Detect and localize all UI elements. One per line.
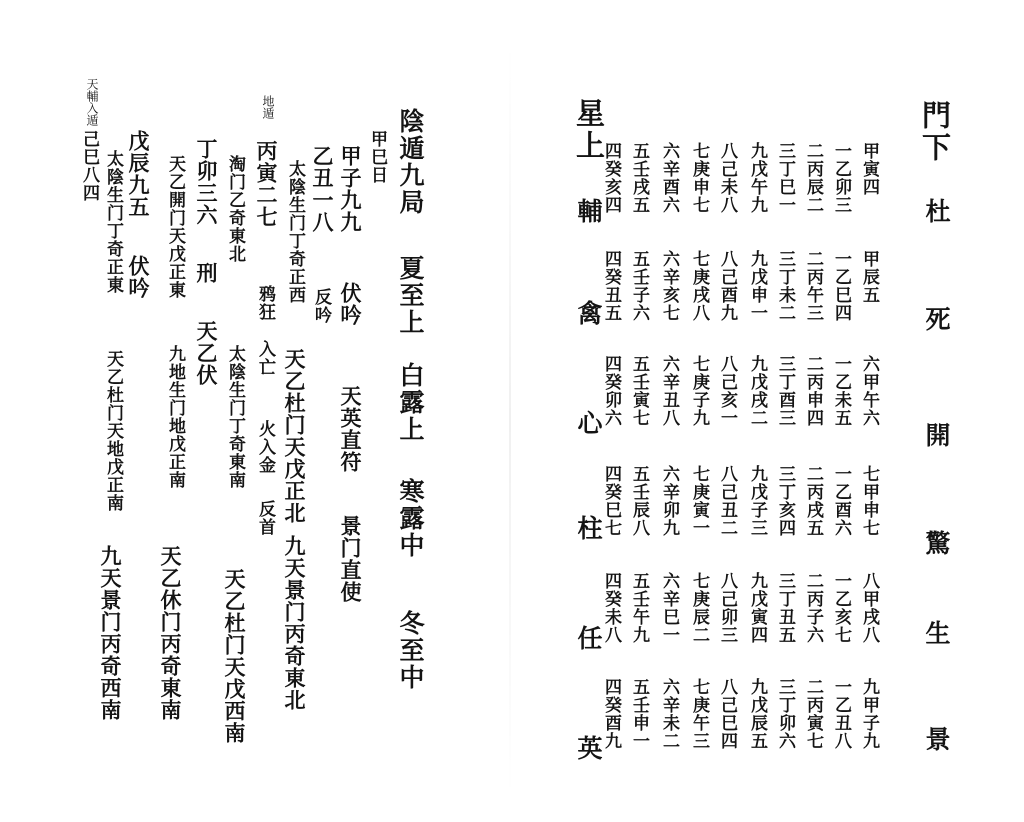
ganzhi-entry: 九甲子九 <box>859 678 879 750</box>
star-xin: 心 <box>574 410 603 437</box>
ganzhi-entry: 五壬辰八 <box>629 465 649 537</box>
ganzhi-entry: 四癸未八 <box>601 572 621 644</box>
star-ren: 任 <box>574 625 603 652</box>
ganzhi-entry: 一乙卯三 <box>831 142 851 214</box>
ganzhi-entry: 四癸丑五 <box>601 250 621 322</box>
ganzhi-entry: 九戊申一 <box>747 250 767 322</box>
ganzhi-entry: 二丙申四 <box>803 355 823 427</box>
huo-ru-jin-mark: 火入金 <box>255 420 275 474</box>
ganzhi-entry: 五壬午九 <box>629 572 649 644</box>
ganzhi-entry: 六辛卯九 <box>659 465 679 537</box>
tian-yi-fu-mark: 天乙伏 <box>194 320 219 386</box>
fan-shou-mark: 反首 <box>255 500 275 536</box>
tian-fu-dun-note: 天輔入遁 <box>85 78 99 126</box>
ganzhi-entry: 二丙戌五 <box>803 465 823 537</box>
ganzhi-entry: 八己巳四 <box>717 678 737 750</box>
ganzhi-entry: 一乙酉六 <box>831 465 851 537</box>
zhi-shi-door: 景门直使 <box>338 515 363 603</box>
dingmao-entry: 丁卯三六 <box>194 138 219 226</box>
ganzhi-entry: 八己未八 <box>717 142 737 214</box>
ganzhi-entry: 七庚辰二 <box>689 572 709 644</box>
solar-term-3: 寒露中 <box>396 478 425 559</box>
ganzhi-entry: 六辛巳一 <box>659 572 679 644</box>
ganzhi-entry: 七庚申七 <box>689 142 709 214</box>
door-jing: 驚 <box>922 530 951 557</box>
ganzhi-entry: 三丁卯六 <box>775 678 795 750</box>
ganzhi-entry: 九戊子三 <box>747 465 767 537</box>
fu-yin-mark: 伏吟 <box>126 255 151 299</box>
pattern-entry: 太陰生门丁奇東南 <box>225 345 245 489</box>
door-sheng: 生 <box>922 620 951 647</box>
door-jing-view: 景 <box>922 726 951 753</box>
ganzhi-entry: 甲寅四 <box>859 142 879 196</box>
ganzhi-entry: 一乙未五 <box>831 355 851 427</box>
ganzhi-entry: 九戊午九 <box>747 142 767 214</box>
solar-term-1: 夏至上 <box>396 255 425 336</box>
ganzhi-entry: 六辛酉六 <box>659 142 679 214</box>
fan-yin-mark: 反吟 <box>311 288 331 324</box>
pattern-entry: 天乙杜门天地戊正南 <box>103 350 123 512</box>
star-zhu: 柱 <box>574 515 603 542</box>
ganzhi-entry: 五壬申一 <box>629 678 649 750</box>
pattern-entry: 天乙杜门天戊西南 <box>222 568 247 744</box>
star-qin: 禽 <box>574 300 603 327</box>
star-ying: 英 <box>574 735 603 762</box>
xing-mark: 刑 <box>194 262 219 284</box>
ganzhi-entry: 四癸巳七 <box>601 465 621 537</box>
solar-term-4: 冬至中 <box>396 610 425 691</box>
star-heading: 星上 <box>572 98 606 162</box>
ganzhi-entry: 二丙寅七 <box>803 678 823 750</box>
ganzhi-entry: 甲辰五 <box>859 250 879 304</box>
ganzhi-entry: 六辛亥七 <box>659 250 679 322</box>
right-page <box>512 0 1024 822</box>
wuchen-entry: 戊辰九五 <box>126 130 151 218</box>
door-heading-sub: 下 <box>918 132 952 164</box>
ganzhi-entry: 七庚午三 <box>689 678 709 750</box>
ganzhi-entry: 二丙子六 <box>803 572 823 644</box>
day-label: 甲巳日 <box>367 130 387 184</box>
pattern-entry: 太陰生门丁奇正西 <box>285 160 305 304</box>
star-fu: 輔 <box>574 198 603 225</box>
ru-wang-mark: 入亡 <box>255 340 275 376</box>
ganzhi-entry: 九戊寅四 <box>747 572 767 644</box>
ganzhi-entry: 八己亥一 <box>717 355 737 427</box>
door-si: 死 <box>922 306 951 333</box>
pattern-entry: 天乙休门丙奇東南 <box>158 545 183 721</box>
ganzhi-entry: 五壬戌五 <box>629 142 649 214</box>
pattern-entry: 天乙杜门天戊正北 <box>282 348 307 524</box>
ganzhi-entry: 二丙辰二 <box>803 142 823 214</box>
pattern-entry: 九天景门丙奇東北 <box>282 535 307 711</box>
ganzhi-entry: 四癸亥四 <box>601 142 621 214</box>
di-dun-note: 地遁 <box>261 95 275 119</box>
ganzhi-entry: 六辛未二 <box>659 678 679 750</box>
ganzhi-entry: 一乙丑八 <box>831 678 851 750</box>
ganzhi-entry: 三丁酉三 <box>775 355 795 427</box>
ganzhi-entry: 三丁巳一 <box>775 142 795 214</box>
ganzhi-entry: 一乙巳四 <box>831 250 851 322</box>
pattern-entry: 九地生门地戊正南 <box>165 345 185 489</box>
ganzhi-entry: 五壬子六 <box>629 250 649 322</box>
ganzhi-entry: 三丁未二 <box>775 250 795 322</box>
ganzhi-entry: 八己酉九 <box>717 250 737 322</box>
ju-title: 陰遁九局 <box>396 108 425 216</box>
ganzhi-entry: 七庚戌八 <box>689 250 709 322</box>
zhi-fu-star: 天英直符 <box>338 385 363 473</box>
ganzhi-entry: 四癸酉九 <box>601 678 621 750</box>
ganzhi-entry: 一乙亥七 <box>831 572 851 644</box>
ganzhi-entry: 五壬寅七 <box>629 355 649 427</box>
ganzhi-entry: 九戊戌二 <box>747 355 767 427</box>
ganzhi-entry: 三丁丑五 <box>775 572 795 644</box>
bingyin-entry: 丙寅二七 <box>254 140 279 228</box>
pattern-entry: 天乙開门天戊正東 <box>165 155 185 299</box>
door-kai: 開 <box>922 422 951 449</box>
ganzhi-entry: 七庚寅一 <box>689 465 709 537</box>
jisi-entry: 己巳八四 <box>79 130 99 202</box>
solar-term-2: 白露上 <box>396 362 425 443</box>
pattern-entry: 太陰生门丁奇正東 <box>103 150 123 294</box>
pattern-entry: 淘门乙奇東北 <box>225 155 245 263</box>
ganzhi-entry: 八甲戌八 <box>859 572 879 644</box>
ganzhi-entry: 四癸卯六 <box>601 355 621 427</box>
door-du: 杜 <box>922 198 951 225</box>
ganzhi-entry: 七甲申七 <box>859 465 879 537</box>
fu-yin-mark: 伏吟 <box>338 282 363 326</box>
ganzhi-entry: 七庚子九 <box>689 355 709 427</box>
ganzhi-entry: 六辛丑八 <box>659 355 679 427</box>
pattern-entry: 九天景门丙奇西南 <box>98 545 123 721</box>
door-heading: 門 <box>918 100 952 132</box>
book-gutter <box>509 40 511 800</box>
jiazi-entry: 甲子九九 <box>338 145 363 233</box>
ya-kuang-mark: 鸦狂 <box>255 285 275 321</box>
yichou-entry: 乙丑一八 <box>310 145 335 233</box>
ganzhi-entry: 二丙午三 <box>803 250 823 322</box>
ganzhi-entry: 八己丑二 <box>717 465 737 537</box>
ganzhi-entry: 六甲午六 <box>859 355 879 427</box>
ganzhi-entry: 八己卯三 <box>717 572 737 644</box>
ganzhi-entry: 九戊辰五 <box>747 678 767 750</box>
ganzhi-entry: 三丁亥四 <box>775 465 795 537</box>
